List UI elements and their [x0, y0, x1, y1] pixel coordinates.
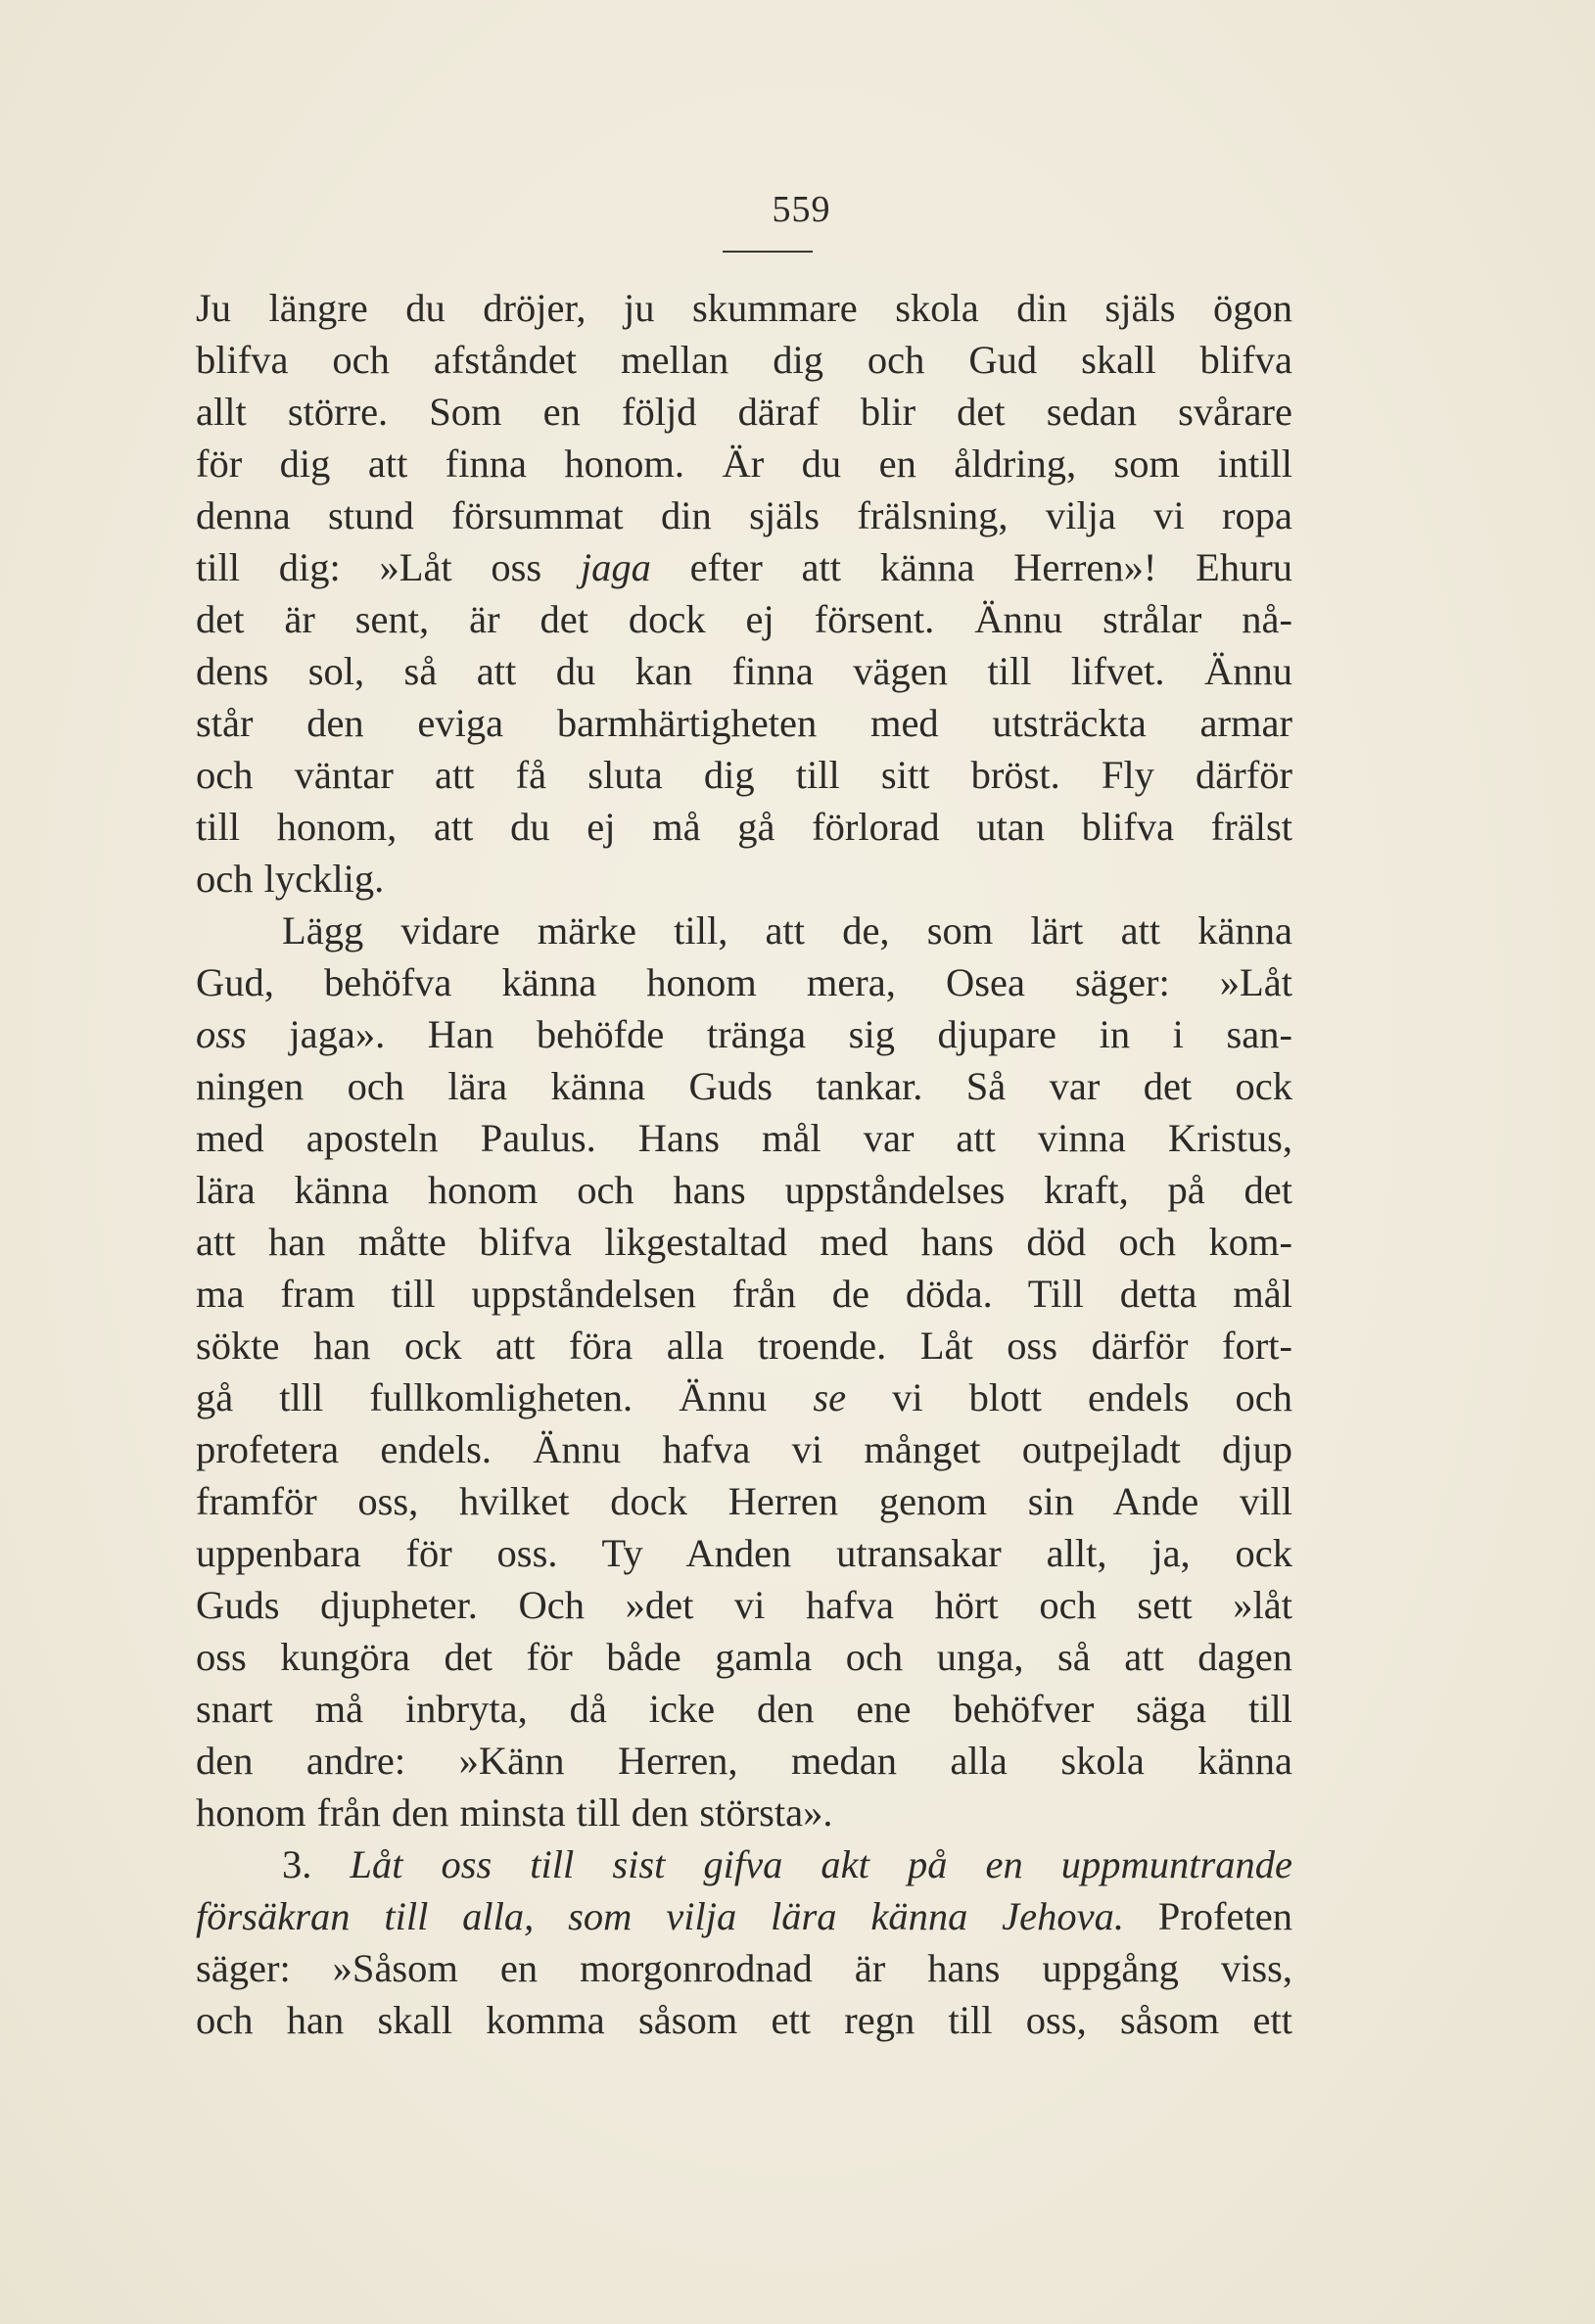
page-number-rule — [723, 251, 813, 253]
text-line: säger: »Såsom en morgonrodnad är hans uppgång viss, — [196, 1946, 1292, 1990]
text-line: och lycklig. — [196, 857, 385, 901]
text-line: uppenbara för oss. Ty Anden utransakar allt, ja, ock — [196, 1531, 1292, 1575]
text-line: 3. Låt oss till sist gifva akt på en uppmuntrande — [282, 1842, 1292, 1886]
text-line: allt större. Som en följd däraf blir det sedan svårare — [196, 390, 1292, 434]
text-line: att han måtte blifva likgestaltad med hans död och kom- — [196, 1220, 1292, 1264]
text-line: och han skall komma såsom ett regn till oss, såsom ett — [196, 1998, 1292, 2042]
text-line: sökte han ock att föra alla troende. Låt oss därför fort- — [196, 1324, 1292, 1368]
text-line: ningen och lära känna Guds tankar. Så var det ock — [196, 1064, 1292, 1108]
text-line: profetera endels. Ännu hafva vi månget outpejladt djup — [196, 1427, 1292, 1471]
text-line: oss jaga». Han behöfde tränga sig djupare in i san- — [196, 1012, 1292, 1056]
text-line: för dig att finna honom. Är du en åldring, som intill — [196, 442, 1292, 486]
page-number: 559 — [772, 189, 831, 230]
emphasis: försäkran till alla, som vilja lära känna Jehova. — [196, 1894, 1124, 1938]
text-line: gå tlll fullkomligheten. Ännu se vi blott endels och — [196, 1375, 1293, 1419]
text-line: försäkran till alla, som vilja lära känna Jehova. Profeten — [196, 1894, 1292, 1938]
emphasis: Låt oss till sist gifva akt på en uppmuntrande — [350, 1842, 1292, 1886]
emphasis: jaga — [580, 545, 651, 589]
text-line: honom från den minsta till den största». — [196, 1790, 833, 1835]
text-line: lära känna honom och hans uppståndelses kraft, på det — [196, 1168, 1292, 1212]
text-line: framför oss, hvilket dock Herren genom sin Ande vill — [196, 1479, 1292, 1523]
text-line: till dig: »Låt oss jaga efter att känna Herren»! Ehuru — [196, 545, 1292, 589]
text-line: blifva och afståndet mellan dig och Gud skall blifva — [196, 338, 1292, 382]
emphasis: oss — [196, 1012, 247, 1056]
text-line: den andre: »Känn Herren, medan alla skola känna — [196, 1739, 1292, 1783]
text-line: står den eviga barmhärtigheten med utsträckta armar — [196, 701, 1292, 745]
text-line: denna stund försummat din själs frälsning, vilja vi ropa — [196, 493, 1292, 537]
text-line: oss kungöra det för både gamla och unga, så att dagen — [196, 1635, 1292, 1679]
text-line: Guds djupheter. Och »det vi hafva hört och sett »låt — [196, 1583, 1292, 1627]
text-line: Lägg vidare märke till, att de, som lärt att känna — [282, 908, 1292, 953]
text-line: med aposteln Paulus. Hans mål var att vinna Kristus, — [196, 1116, 1292, 1160]
text-line: Gud, behöfva känna honom mera, Osea säger: »Låt — [196, 960, 1292, 1004]
text-line: Ju längre du dröjer, ju skummare skola din själs ögon — [196, 286, 1292, 330]
text-line: ma fram till uppståndelsen från de döda. Till detta mål — [196, 1272, 1292, 1316]
emphasis: se — [813, 1375, 847, 1419]
text-line: dens sol, så att du kan finna vägen till lifvet. Ännu — [196, 649, 1292, 693]
text-line: till honom, att du ej må gå förlorad utan blifva frälst — [196, 805, 1292, 849]
text-line: och väntar att få sluta dig till sitt bröst. Fly därför — [196, 753, 1292, 797]
text-line: det är sent, är det dock ej försent. Ännu strålar nå- — [196, 597, 1292, 641]
text-line: snart må inbryta, då icke den ene behöfver säga till — [196, 1687, 1292, 1731]
